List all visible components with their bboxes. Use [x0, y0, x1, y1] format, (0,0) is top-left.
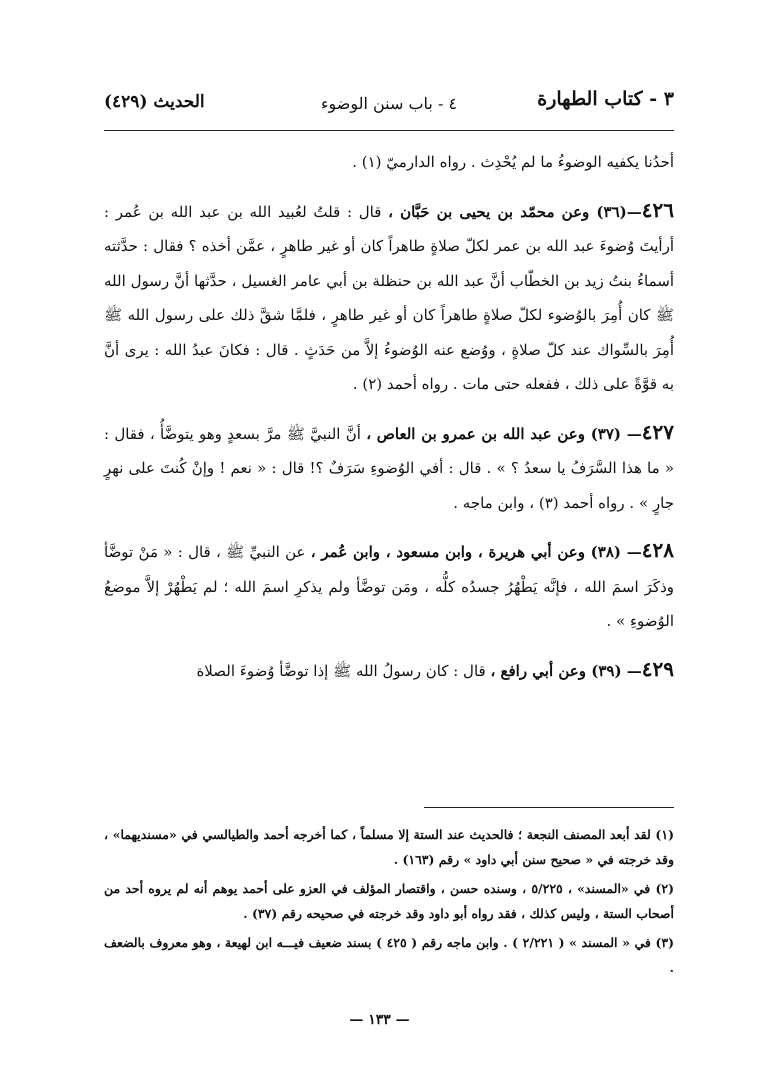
hadith-number: ٤٢٩ [641, 656, 674, 681]
footnotes [104, 822, 674, 984]
hadith-text: قال : كان رسولُ الله ﷺ إذا توضَّأ وُضوءَ الصلاة [196, 661, 491, 680]
hadith-text: قال : قلتُ لعُبيد الله بن عبد الله بن عُمر : أرأيتَ وُضوءَ عبد الله بن عمر لكلّ صلاةٍ طاهراً كان أو غير طاهرٍ ، عمَّن أخذه ؟ فقال : حدَّثته أسماءُ بنتُ زيد بن الخطّاب أنَّ عبد الله بن حنظلة بن أبي عامر الغسيل ، حدَّثها أنَّ رسول الله ﷺ كان أُمِرَ بالوُضوء لكلّ صلاةٍ طاهراً كان أو غير طاهرٍ ، فلمَّا شقَّ ذلك على رسول الله ﷺ أُمِرَ بالسِّواك عند كلّ صلاةٍ ، ووُضع عنه الوُضوءُ إلاَّ من حَدَثٍ . قال : فكانَ عبدُ الله : يرى أنَّ به قوَّةً على ذلك ، ففعله حتى مات . رواه أحمد (٢) . [104, 202, 674, 393]
hadith-text: أحدُنا يكفيه الوضوءُ ما لم يُحْدِث . رواه الدارميّ (١) . [352, 153, 674, 171]
hadith-range: الحديث (٤٢٩) [104, 92, 205, 112]
main-text [104, 143, 674, 701]
hadith-paragraph [104, 143, 674, 180]
hadith-text: عن النبيِّ ﷺ ، قال : « مَنْ توضَّأ وذكَرَ اسمَ الله ، فإنَّه يَطْهُرُ جسدُه كلُّه ، ومَن توضَّأ ولم يذكرِ اسمَ الله ؛ لم يَطْهُرْ إلاَّ موضعُ الوُضوءِ » . [104, 543, 674, 630]
footnote-separator [424, 807, 674, 808]
hadith-narrator: — (٣٩) وعن أبي رافع ، [490, 661, 642, 680]
chapter-title: ٤ - باب سنن الوضوء [320, 94, 458, 113]
hadith-paragraph [104, 652, 674, 689]
hadith-paragraph [104, 533, 674, 639]
hadith-text: أنَّ النبيَّ ﷺ مرَّ بسعدٍ وهو يتوضَّأُ ، فقال : « ما هذا السَّرَفُ يا سعدُ ؟ » . قال : أفي الوُضوءِ سَرَفٌ ؟! قال : « نعم ! وإنْ كُنتَ على نهرٍ جارٍ » . رواه أحمد (٣) ، وابن ماجه . [104, 424, 674, 512]
hadith-narrator: —(٣٦) وعن محمّد بن يحيى بن حَبَّان ، [388, 202, 642, 221]
book-title: ٣ - كتاب الطهارة [537, 88, 674, 110]
footnote: (٣) في « المسند » ( ٢/٢٢١ ) . وابن ماجه رقم ( ٤٢٥ ) بسند ضعيف فيـــه ابن لهيعة ، وهو معروف بالضعف . [104, 935, 674, 975]
hadith-number: ٤٢٨ [641, 538, 674, 562]
footnote: (١) لقد أبعد المصنف النجعة ؛ فالحديث عند الستة إلا مسلماً ، كما أخرجه أحمد والطيالسي في «مسنديهما» ، وقد خرجته في « صحيح سنن أبي داود » رقم (١٦٣) . [104, 827, 674, 867]
page-number: — ١٣٣ — [349, 1012, 410, 1028]
header-rule [104, 130, 674, 131]
hadith-number: ٤٢٧ [641, 419, 674, 444]
hadith-narrator: — (٣٨) وعن أبي هريرة ، وابن مسعود ، وابن عُمر ، [310, 543, 642, 561]
hadith-narrator: — (٣٧) وعن عبد الله بن عمرو بن العاص ، [366, 424, 642, 443]
running-header [104, 86, 674, 122]
hadith-number: ٤٢٦ [641, 197, 674, 222]
hadith-paragraph [104, 415, 674, 521]
footnote: (٢) في «المسند» ، ٥/٢٢٥ ، وسنده حسن ، واقتصار المؤلف في العزو على أحمد يوهم أنه لم يروه أحد من أصحاب الستة ، وليس كذلك ، فقد رواه أبو داود وقد خرجته في صحيحه رقم (٣٧) . [104, 881, 675, 921]
hadith-paragraph [104, 193, 674, 402]
